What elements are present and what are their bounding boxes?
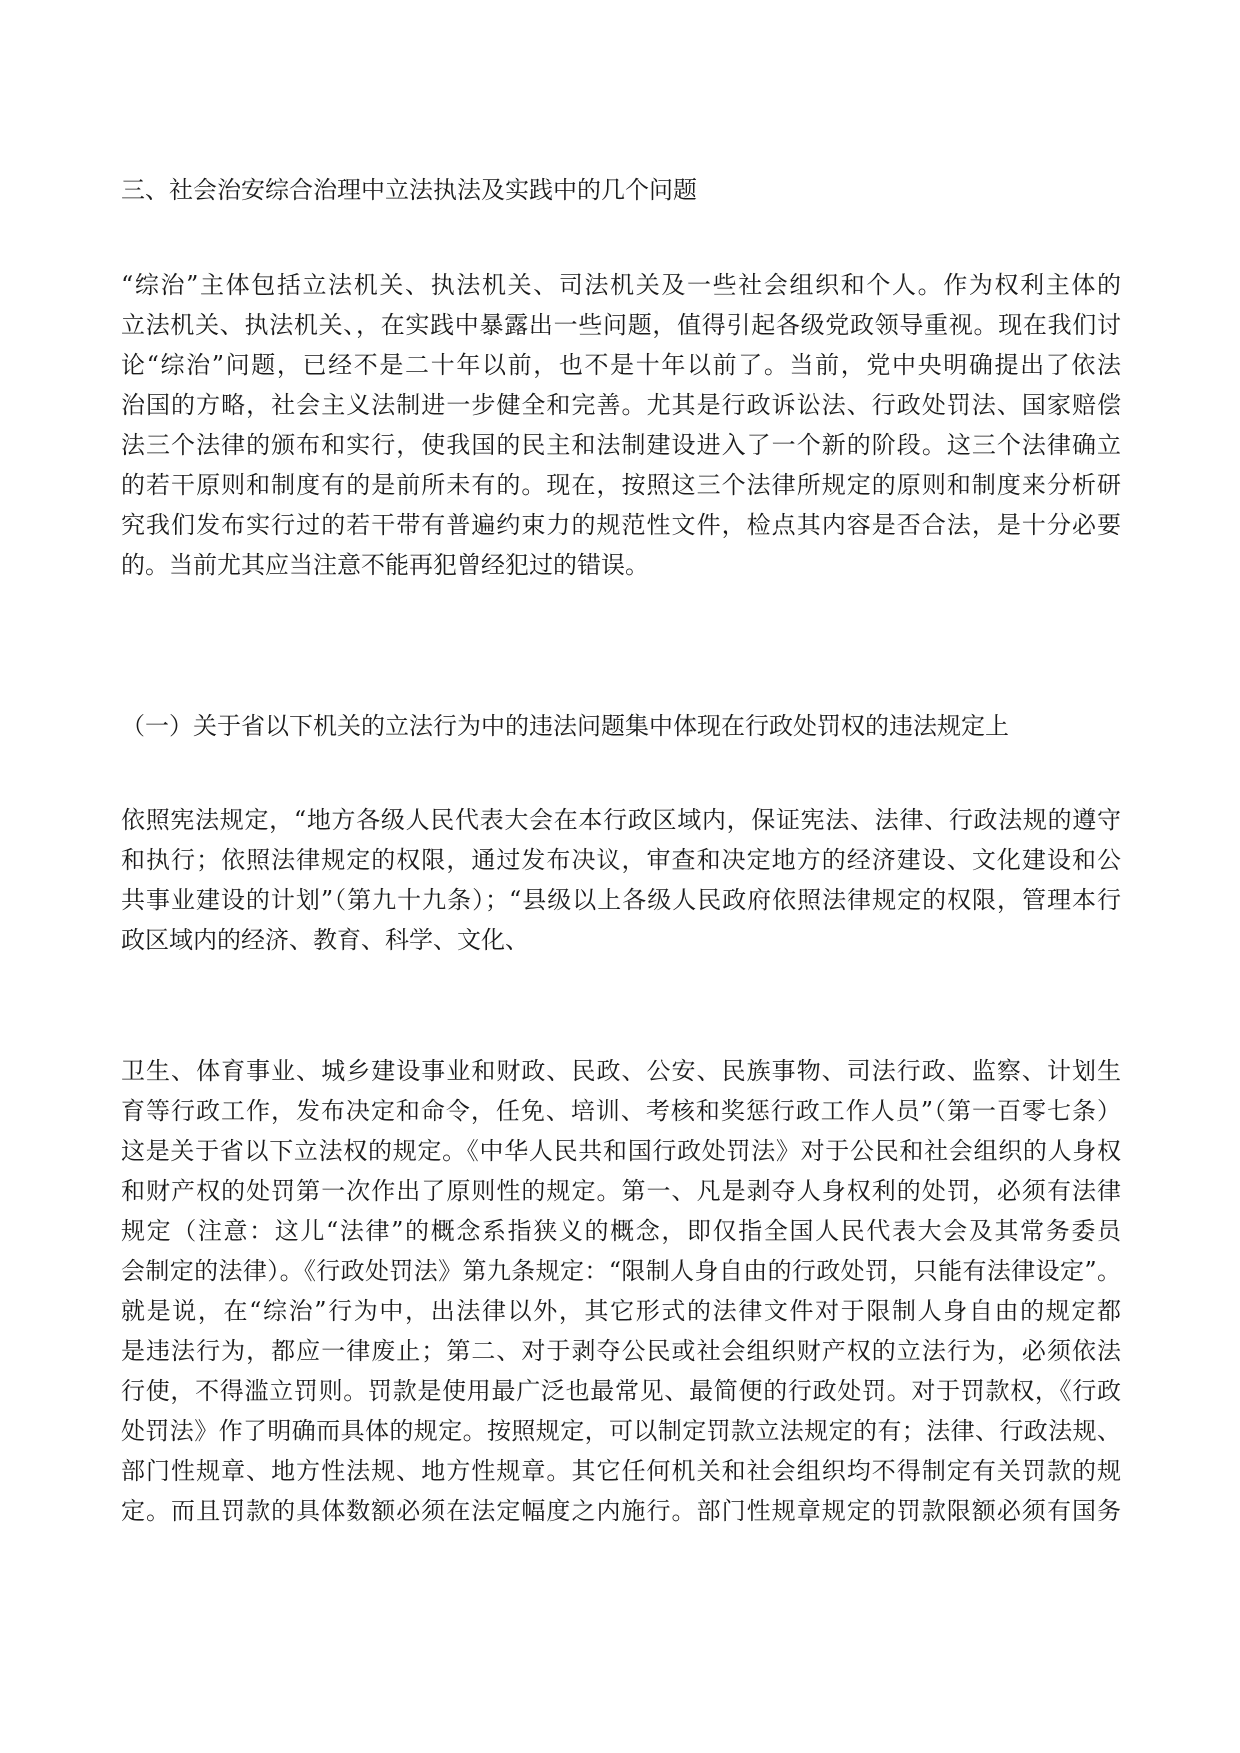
text-line: 立法机关、执法机关、，在实践中暴露出一些问题，值得引起各级党政领导重视。现在我们讨 <box>121 311 1121 339</box>
text-line: 就是说，在“综治”行为中，出法律以外，其它形式的法律文件对于限制人身自由的规定都 <box>121 1297 1121 1325</box>
text-line: 部门性规章、地方性法规、地方性规章。其它任何机关和社会组织均不得制定有关罚款的规 <box>121 1457 1121 1485</box>
text-line: 这是关于省以下立法权的规定。《中华人民共和国行政处罚法》对于公民和社会组织的人身权 <box>121 1137 1121 1165</box>
paragraph-comprehensive-governance <box>121 265 1121 585</box>
text-line: 是违法行为，都应一律废止；第二、对于剥夺公民或社会组织财产权的立法行为，必须依法 <box>121 1337 1121 1365</box>
paragraph-constitution <box>121 800 1121 960</box>
paragraph-administrative-penalty <box>121 1051 1121 1531</box>
text-line: 会制定的法律）。《行政处罚法》第九条规定：“限制人身自由的行政处罚，只能有法律设定”。 <box>121 1257 1121 1285</box>
text-line: 定。而且罚款的具体数额必须在法定幅度之内施行。部门性规章规定的罚款限额必须有国务 <box>121 1497 1121 1525</box>
text-line: “综治”主体包括立法机关、执法机关、司法机关及一些社会组织和个人。作为权利主体的 <box>121 271 1121 299</box>
section-heading: 三、社会治安综合治理中立法执法及实践中的几个问题 <box>121 176 697 204</box>
text-line: 法三个法律的颁布和实行，使我国的民主和法制建设进入了一个新的阶段。这三个法律确立 <box>121 431 1121 459</box>
text-line: 治国的方略，社会主义法制进一步健全和完善。尤其是行政诉讼法、行政处罚法、国家赔偿 <box>121 391 1121 419</box>
text-line: 共事业建设的计划”（第九十九条）；“县级以上各级人民政府依照法律规定的权限，管理本行 <box>121 886 1121 914</box>
text-line: 卫生、体育事业、城乡建设事业和财政、民政、公安、民族事物、司法行政、监察、计划生 <box>121 1057 1121 1085</box>
text-line: 行使，不得滥立罚则。罚款是使用最广泛也最常见、最简便的行政处罚。对于罚款权，《行政 <box>121 1377 1121 1405</box>
text-line: 究我们发布实行过的若干带有普遍约束力的规范性文件，检点其内容是否合法，是十分必要 <box>121 511 1121 539</box>
subsection-heading: （一）关于省以下机关的立法行为中的违法问题集中体现在行政处罚权的违法规定上 <box>121 712 1009 740</box>
text-line: 处罚法》作了明确而具体的规定。按照规定，可以制定罚款立法规定的有；法律、行政法规、 <box>121 1417 1121 1445</box>
text-line: 和执行；依照法律规定的权限，通过发布决议，审查和决定地方的经济建设、文化建设和公 <box>121 846 1121 874</box>
text-line: 政区域内的经济、教育、科学、文化、 <box>121 926 529 954</box>
text-line: 和财产权的处罚第一次作出了原则性的规定。第一、凡是剥夺人身权利的处罚，必须有法律 <box>121 1177 1121 1205</box>
text-line: 的。当前尤其应当注意不能再犯曾经犯过的错误。 <box>121 551 649 579</box>
text-line: 规定（注意：这儿“法律”的概念系指狭义的概念，即仅指全国人民代表大会及其常务委员 <box>121 1217 1121 1245</box>
text-line: 育等行政工作，发布决定和命令，任免、培训、考核和奖惩行政工作人员”（第一百零七条） <box>121 1097 1121 1125</box>
text-line: 论“综治”问题，已经不是二十年以前，也不是十年以前了。当前，党中央明确提出了依法 <box>121 351 1121 379</box>
text-line: 的若干原则和制度有的是前所未有的。现在，按照这三个法律所规定的原则和制度来分析研 <box>121 471 1121 499</box>
text-line: 依照宪法规定，“地方各级人民代表大会在本行政区域内，保证宪法、法律、行政法规的遵守 <box>121 806 1121 834</box>
